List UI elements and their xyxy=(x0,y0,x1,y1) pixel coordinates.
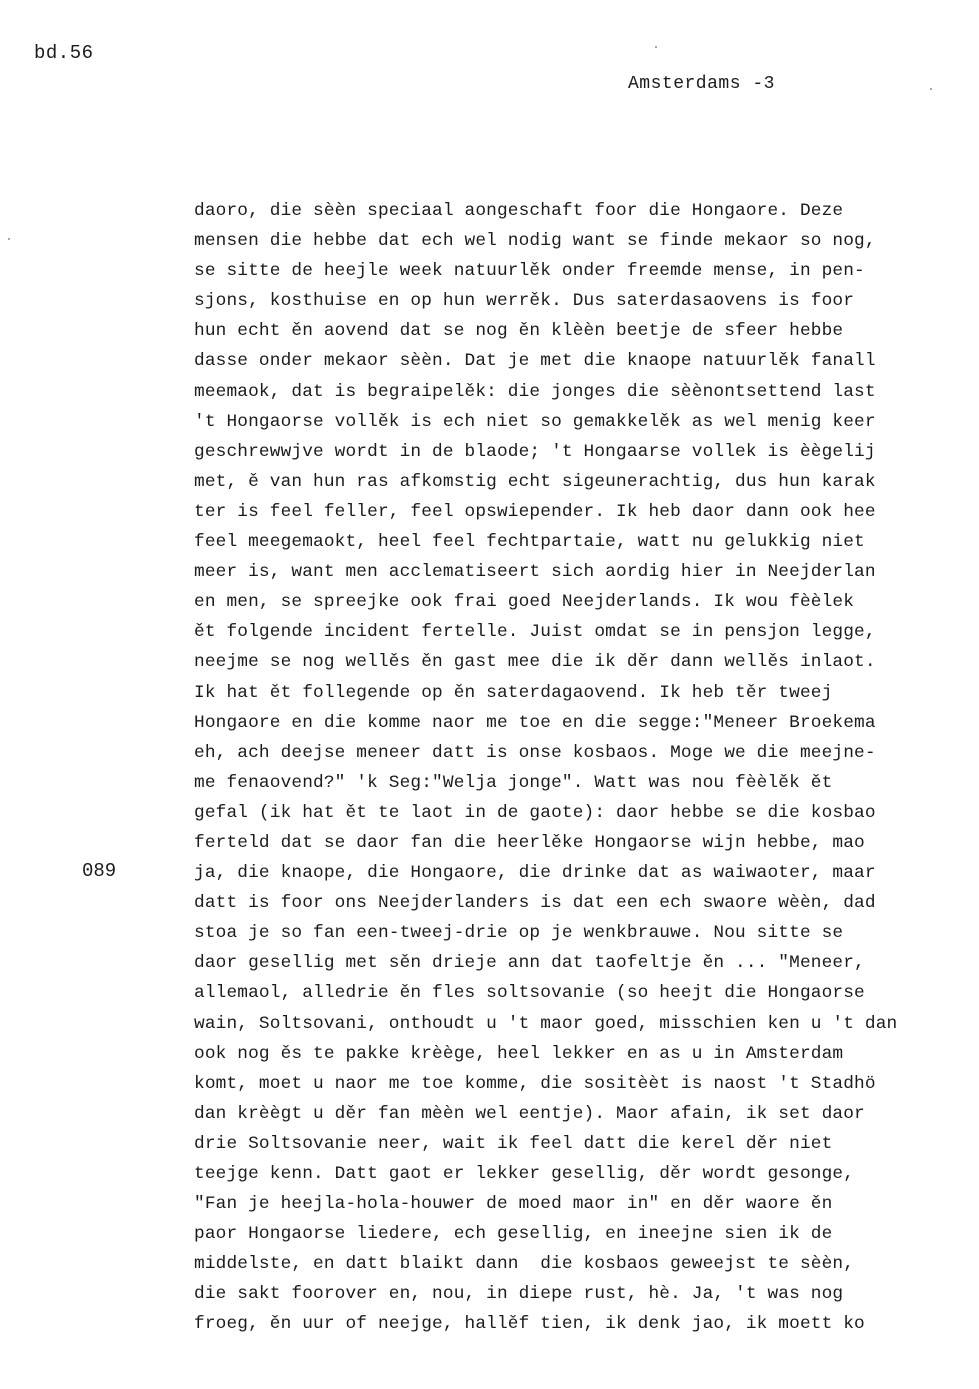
page-identifier: bd.56 xyxy=(34,42,94,64)
text-line: wain, Soltsovani, onthoudt u 't maor goed, misschien ken u 't dan xyxy=(194,1013,898,1034)
text-line: allemaol, alledrie ěn fles soltsovanie (so heejt die Hongaorse xyxy=(194,983,865,1004)
text-line: mensen die hebbe dat ech wel nodig want se finde mekaor so nog, xyxy=(194,231,876,252)
text-line: meemaok, dat is begraipelěk: die jonges die sèènontsettend last xyxy=(194,381,876,402)
text-line: Ik hat ět follegende op ěn saterdagaovend. Ik heb těr tweej xyxy=(194,682,833,703)
text-line: komt, moet u naor me toe komme, die sositèèt is naost 't Stadhö xyxy=(194,1073,876,1094)
text-line: stoa je so fan een-tweej-drie op je wenkbrauwe. Nou sitte se xyxy=(194,923,844,944)
text-line: ferteld dat se daor fan die heerlěke Hongaorse wijn hebbe, mao xyxy=(194,832,865,853)
text-line: daor gesellig met sěn drieje ann dat taofeltje ěn ... "Meneer, xyxy=(194,953,865,974)
text-line: ter is feel feller, feel opswiepender. Ik heb daor dann ook hee xyxy=(194,501,876,522)
text-line: gefal (ik hat ět te laot in de gaote): daor hebbe se die kosbao xyxy=(194,802,876,823)
text-line: se sitte de heejle week natuurlěk onder freemde mense, in pen- xyxy=(194,261,865,282)
text-line: ět folgende incident fertelle. Juist omdat se in pensjon legge, xyxy=(194,622,876,643)
text-line: middelste, en datt blaikt dann die kosbaos geweejst te sèèn, xyxy=(194,1254,855,1275)
scan-speck xyxy=(655,46,657,48)
body-text xyxy=(194,196,979,1340)
text-line: dan krèègt u děr fan mèèn wel eentje). Maor afain, ik set daor xyxy=(194,1103,865,1124)
text-line: "Fan je heejla-hola-houwer de moed maor in" en děr waore ěn xyxy=(194,1194,833,1215)
text-line: en men, se spreejke ook frai goed Neejderlands. Ik wou fèèlek xyxy=(194,592,855,613)
text-line: eh, ach deejse meneer datt is onse kosbaos. Moge we die meejne- xyxy=(194,742,876,763)
text-line: drie Soltsovanie neer, wait ik feel datt die kerel děr niet xyxy=(194,1133,833,1154)
text-line: sjons, kosthuise en op hun werrěk. Dus saterdasaovens is foor xyxy=(194,291,855,312)
scan-speck xyxy=(930,88,932,90)
scan-speck xyxy=(8,238,10,240)
text-line: meer is, want men acclematiseert sich aordig hier in Neejderlan xyxy=(194,562,876,583)
text-line: froeg, ěn uur of neejge, hallěf tien, ik denk jao, ik moett ko xyxy=(194,1314,865,1335)
text-line: met, ě van hun ras afkomstig echt sigeunerachtig, dus hun karak xyxy=(194,471,876,492)
text-line: ook nog ěs te pakke krèège, heel lekker en as u in Amsterdam xyxy=(194,1043,844,1064)
text-line: dasse onder mekaor sèèn. Dat je met die knaope natuurlěk fanall xyxy=(194,351,876,372)
text-line: teejge kenn. Datt gaot er lekker gesellig, děr wordt gesonge, xyxy=(194,1164,855,1184)
text-line: daoro, die sèèn speciaal aongeschaft foor die Hongaore. Deze xyxy=(194,201,844,221)
text-line: feel meegemaokt, heel feel fechtpartaie, watt nu gelukkig niet xyxy=(194,532,865,553)
text-line: paor Hongaorse liedere, ech gesellig, en ineejne sien ik de xyxy=(194,1224,833,1245)
running-head: Amsterdams -3 xyxy=(628,74,775,94)
margin-line-number: 089 xyxy=(82,860,117,882)
text-line: 't Hongaorse vollěk is ech niet so gemakkelěk as wel menig keer xyxy=(194,411,876,432)
text-line: ja, die knaope, die Hongaore, die drinke dat as waiwaoter, maar xyxy=(194,863,876,884)
text-line: Hongaore en die komme naor me toe en die segge:"Meneer Broekema xyxy=(194,712,876,733)
text-line: hun echt ěn aovend dat se nog ěn klèèn beetje de sfeer hebbe xyxy=(194,321,844,342)
text-line: neejme se nog wellěs ěn gast mee die ik děr dann wellěs inlaot. xyxy=(194,652,876,673)
text-line: die sakt foorover en, nou, in diepe rust, hè. Ja, 't was nog xyxy=(194,1284,844,1305)
text-line: me fenaovend?" 'k Seg:"Welja jonge". Watt was nou fèèlěk ět xyxy=(194,772,833,793)
text-line: geschrewwjve wordt in de blaode; 't Hongaarse vollek is èègelij xyxy=(194,441,876,462)
text-line: datt is foor ons Neejderlanders is dat een ech swaore wèèn, dad xyxy=(194,893,876,914)
